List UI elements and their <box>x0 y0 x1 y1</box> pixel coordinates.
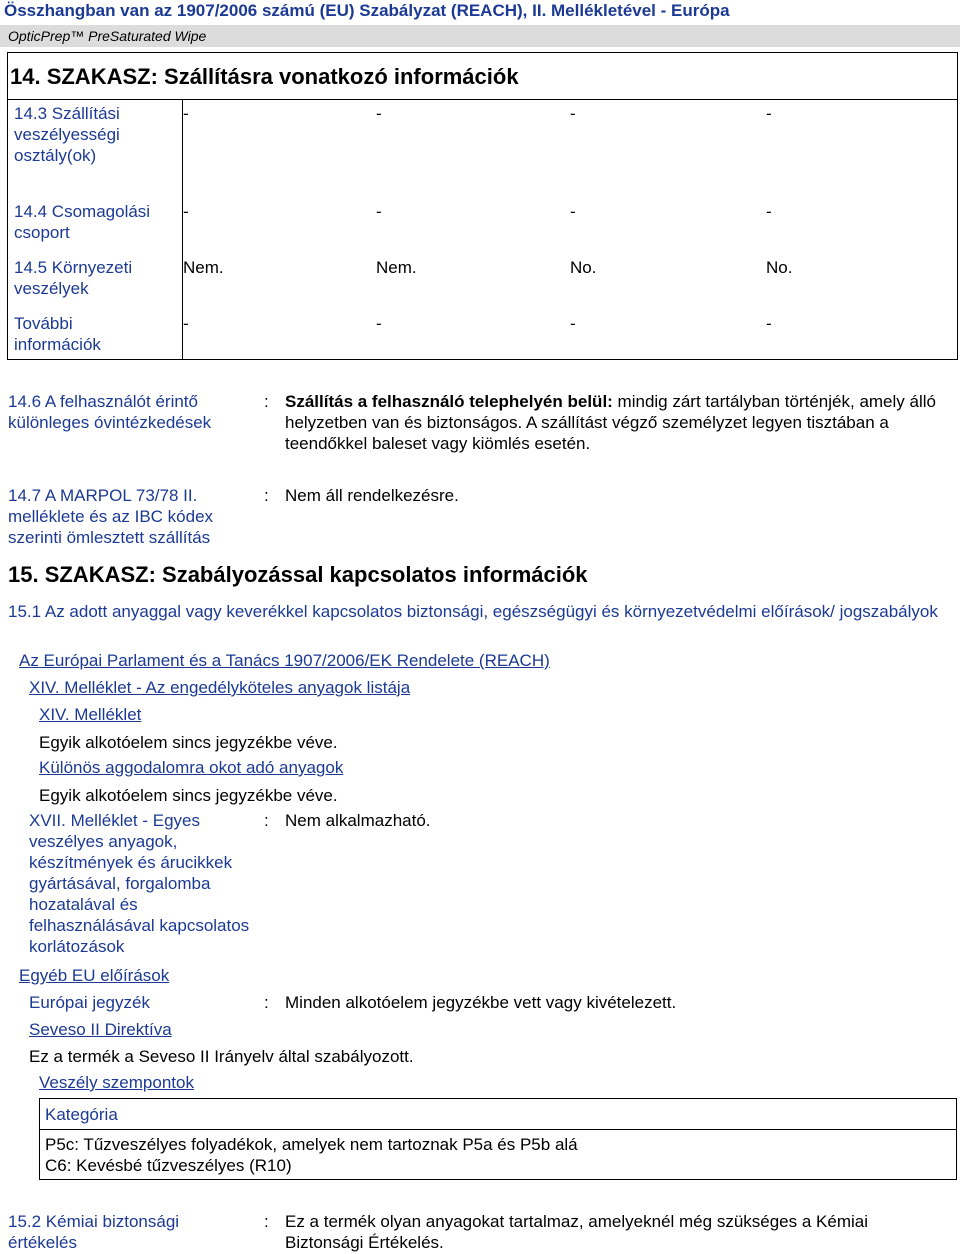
s147-label: 14.7 A MARPOL 73/78 II. melléklete és az IBC kódex szerinti ömlesztett szállítás <box>8 486 214 547</box>
s151-heading: 15.1 Az adott anyaggal vagy keverékkel kapcsolatos biztonsági, egészségügyi és környezetvédelmi előírások/ jogszabályok <box>8 602 938 621</box>
row-label-packing-group: 14.4 Csomagolási csoport <box>14 202 151 242</box>
eu-inventory-label: Európai jegyzék <box>29 993 150 1012</box>
s152-label: 15.2 Kémiai biztonsági értékelés <box>8 1212 180 1252</box>
reach-link[interactable]: Az Európai Parlament és a Tanács 1907/2006/EK Rendelete (REACH) <box>19 651 550 670</box>
row-value: - <box>183 202 189 221</box>
document-header <box>0 0 960 24</box>
row-value: - <box>183 314 189 333</box>
section-14-box <box>7 52 958 360</box>
seveso-title[interactable]: Seveso II Direktíva <box>29 1020 172 1039</box>
hazard-title[interactable]: Veszély szempontok <box>39 1073 194 1092</box>
row-value: No. <box>766 258 793 277</box>
row-value: - <box>376 202 382 221</box>
row-value: - <box>766 104 772 123</box>
eu-inventory-colon: : <box>264 993 269 1012</box>
section-15-title: 15. SZAKASZ: Szabályozással kapcsolatos információk <box>8 562 588 587</box>
svhc-text: Egyik alkotóelem sincs jegyzékbe véve. <box>39 786 338 805</box>
s152-colon: : <box>264 1212 269 1231</box>
row-label-additional-info: További információk <box>14 314 101 354</box>
row-value: - <box>570 202 576 221</box>
s147-colon: : <box>264 486 269 505</box>
s152-value: Ez a termék olyan anyagokat tartalmaz, amelyeknél még szükséges a Kémiai Biztonsági Értékelés. <box>285 1212 868 1252</box>
row-value: Nem. <box>183 258 224 277</box>
row-value: - <box>183 104 189 123</box>
s146-bold-lead: Szállítás a felhasználó telephelyén belül: <box>285 392 613 411</box>
annex-14-text: Egyik alkotóelem sincs jegyzékbe véve. <box>39 733 338 752</box>
section-14-title: 14. SZAKASZ: Szállításra vonatkozó információk <box>10 64 519 89</box>
row-value: - <box>766 202 772 221</box>
row-value: Nem. <box>376 258 417 277</box>
category-line: C6: Kevésbé tűzveszélyes (R10) <box>45 1156 292 1175</box>
product-name: OpticPrep™ PreSaturated Wipe <box>8 28 207 44</box>
row-value: - <box>570 314 576 333</box>
s146-body: mindig zárt tartályban történjék, amely álló helyzetben van és biztonságos. A szállítást végző személyzet legyen tisztában a teendőkkel baleset vagy kiömlés esetén. <box>285 392 936 453</box>
annex-17-label: XVII. Melléklet - Egyes veszélyes anyagok, készítmények és árucikkek gyártásával, forgalomba hozatalával és felhasználásával kapcsolatos korlátozások <box>29 811 250 956</box>
annex-14-title[interactable]: XIV. Melléklet - Az engedélyköteles anyagok listája <box>29 678 411 697</box>
divider <box>8 99 957 100</box>
svhc-title[interactable]: Különös aggodalomra okot adó anyagok <box>39 758 344 777</box>
row-label-environmental-hazards: 14.5 Környezeti veszélyek <box>14 258 133 298</box>
s146-label: 14.6 A felhasználót érintő különleges óvintézkedések <box>8 392 212 432</box>
category-header: Kategória <box>45 1105 118 1124</box>
row-value: - <box>570 104 576 123</box>
row-value: - <box>376 104 382 123</box>
divider <box>40 1129 956 1130</box>
product-bar <box>0 25 960 47</box>
annex-17-value: Nem alkalmazható. <box>285 811 431 830</box>
row-value: No. <box>570 258 597 277</box>
annex-17-colon: : <box>264 811 269 830</box>
regulation-title: Összhangban van az 1907/2006 számú (EU) Szabályzat (REACH), II. Mellékletével - Európa <box>4 1 730 20</box>
row-value: - <box>376 314 382 333</box>
category-line: P5c: Tűzveszélyes folyadékok, amelyek nem tartoznak P5a és P5b alá <box>45 1135 578 1154</box>
other-eu-regulations[interactable]: Egyéb EU előírások <box>19 966 170 985</box>
category-table <box>39 1098 957 1180</box>
seveso-text: Ez a termék a Seveso II Irányelv által szabályozott. <box>29 1047 414 1066</box>
s146-text <box>285 391 955 454</box>
s146-colon: : <box>264 392 269 411</box>
annex-14-sub[interactable]: XIV. Melléklet <box>39 705 142 724</box>
s147-value: Nem áll rendelkezésre. <box>285 486 459 505</box>
row-label-transport-class: 14.3 Szállítási veszélyességi osztály(ok) <box>14 104 120 165</box>
row-value: - <box>766 314 772 333</box>
eu-inventory-value: Minden alkotóelem jegyzékbe vett vagy kivételezett. <box>285 993 677 1012</box>
